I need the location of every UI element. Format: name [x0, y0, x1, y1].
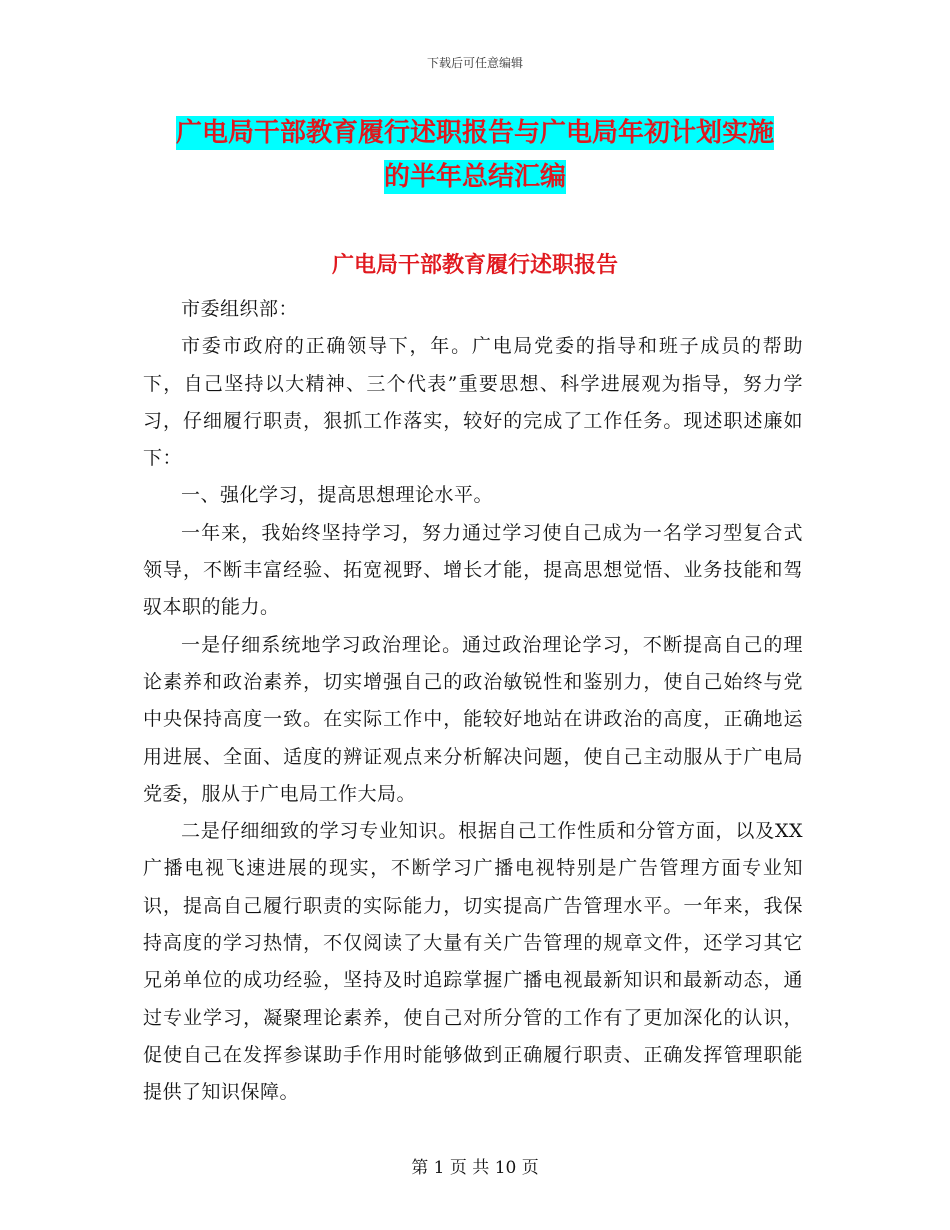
section-title: 广电局干部教育履行述职报告 [331, 253, 618, 278]
body-paragraph: 一年来，我始终坚持学习，努力通过学习使自己成为一名学习型复合式领导，不断丰富经验、拓宽视野、增长才能，提高思想觉悟、业务技能和驾驭本职的能力。 [143, 521, 803, 619]
report-body [143, 291, 803, 1112]
section-heading: 一、强化学习，提高思想理论水平。 [181, 484, 494, 507]
body-paragraph: 二是仔细细致的学习专业知识。根据自己工作性质和分管方面，以及XX广播电视飞速进展的现实，不断学习广播电视特别是广告管理方面专业知识，提高自己履行职责的实际能力，切实提高广告管理水平。一年来，我保持高度的学习热情，不仅阅读了大量有关广告管理的规章文件，还学习其它兄弟单位的成功经验，坚持及时追踪掌握广播电视最新知识和最新动态，通过专业学习，凝聚理论素养，使自己对所分管的工作有了更加深化的认识，促使自己在发挥参谋助手作用时能够做到正确履行职责、正确发挥管理职能提供了知识保障。 [143, 820, 803, 1104]
title-line-1-text: 广电局干部教育履行述职报告与广电局年初计划实施 [175, 118, 774, 148]
salutation: 市委组织部： [181, 298, 299, 320]
title-line-2-text: 的半年总结汇编 [383, 162, 566, 192]
header-note: 下载后可任意编辑 [426, 56, 523, 70]
page-number-footer: 第 1 页 共 10 页 [411, 1158, 539, 1178]
document-title-line-1 [0, 112, 950, 149]
body-paragraph: 市委市政府的正确领导下，年。广电局党委的指导和班子成员的帮助下，自己坚持以大精神、三个代表”重要思想、科学进展观为指导，努力学习，仔细履行职责，狠抓工作落实，较好的完成了工作任务。现述职述廉如下： [143, 335, 803, 470]
body-paragraph: 一是仔细系统地学习政治理论。通过政治理论学习，不断提高自己的理论素养和政治素养，切实增强自己的政治敏锐性和鉴别力，使自己始终与党中央保持高度一致。在实际工作中，能较好地站在讲政治的高度，正确地运用进展、全面、适度的辨证观点来分析解决问题，使自己主动服从于广电局党委，服从于广电局工作大局。 [143, 633, 803, 805]
document-title-line-2 [0, 156, 950, 193]
